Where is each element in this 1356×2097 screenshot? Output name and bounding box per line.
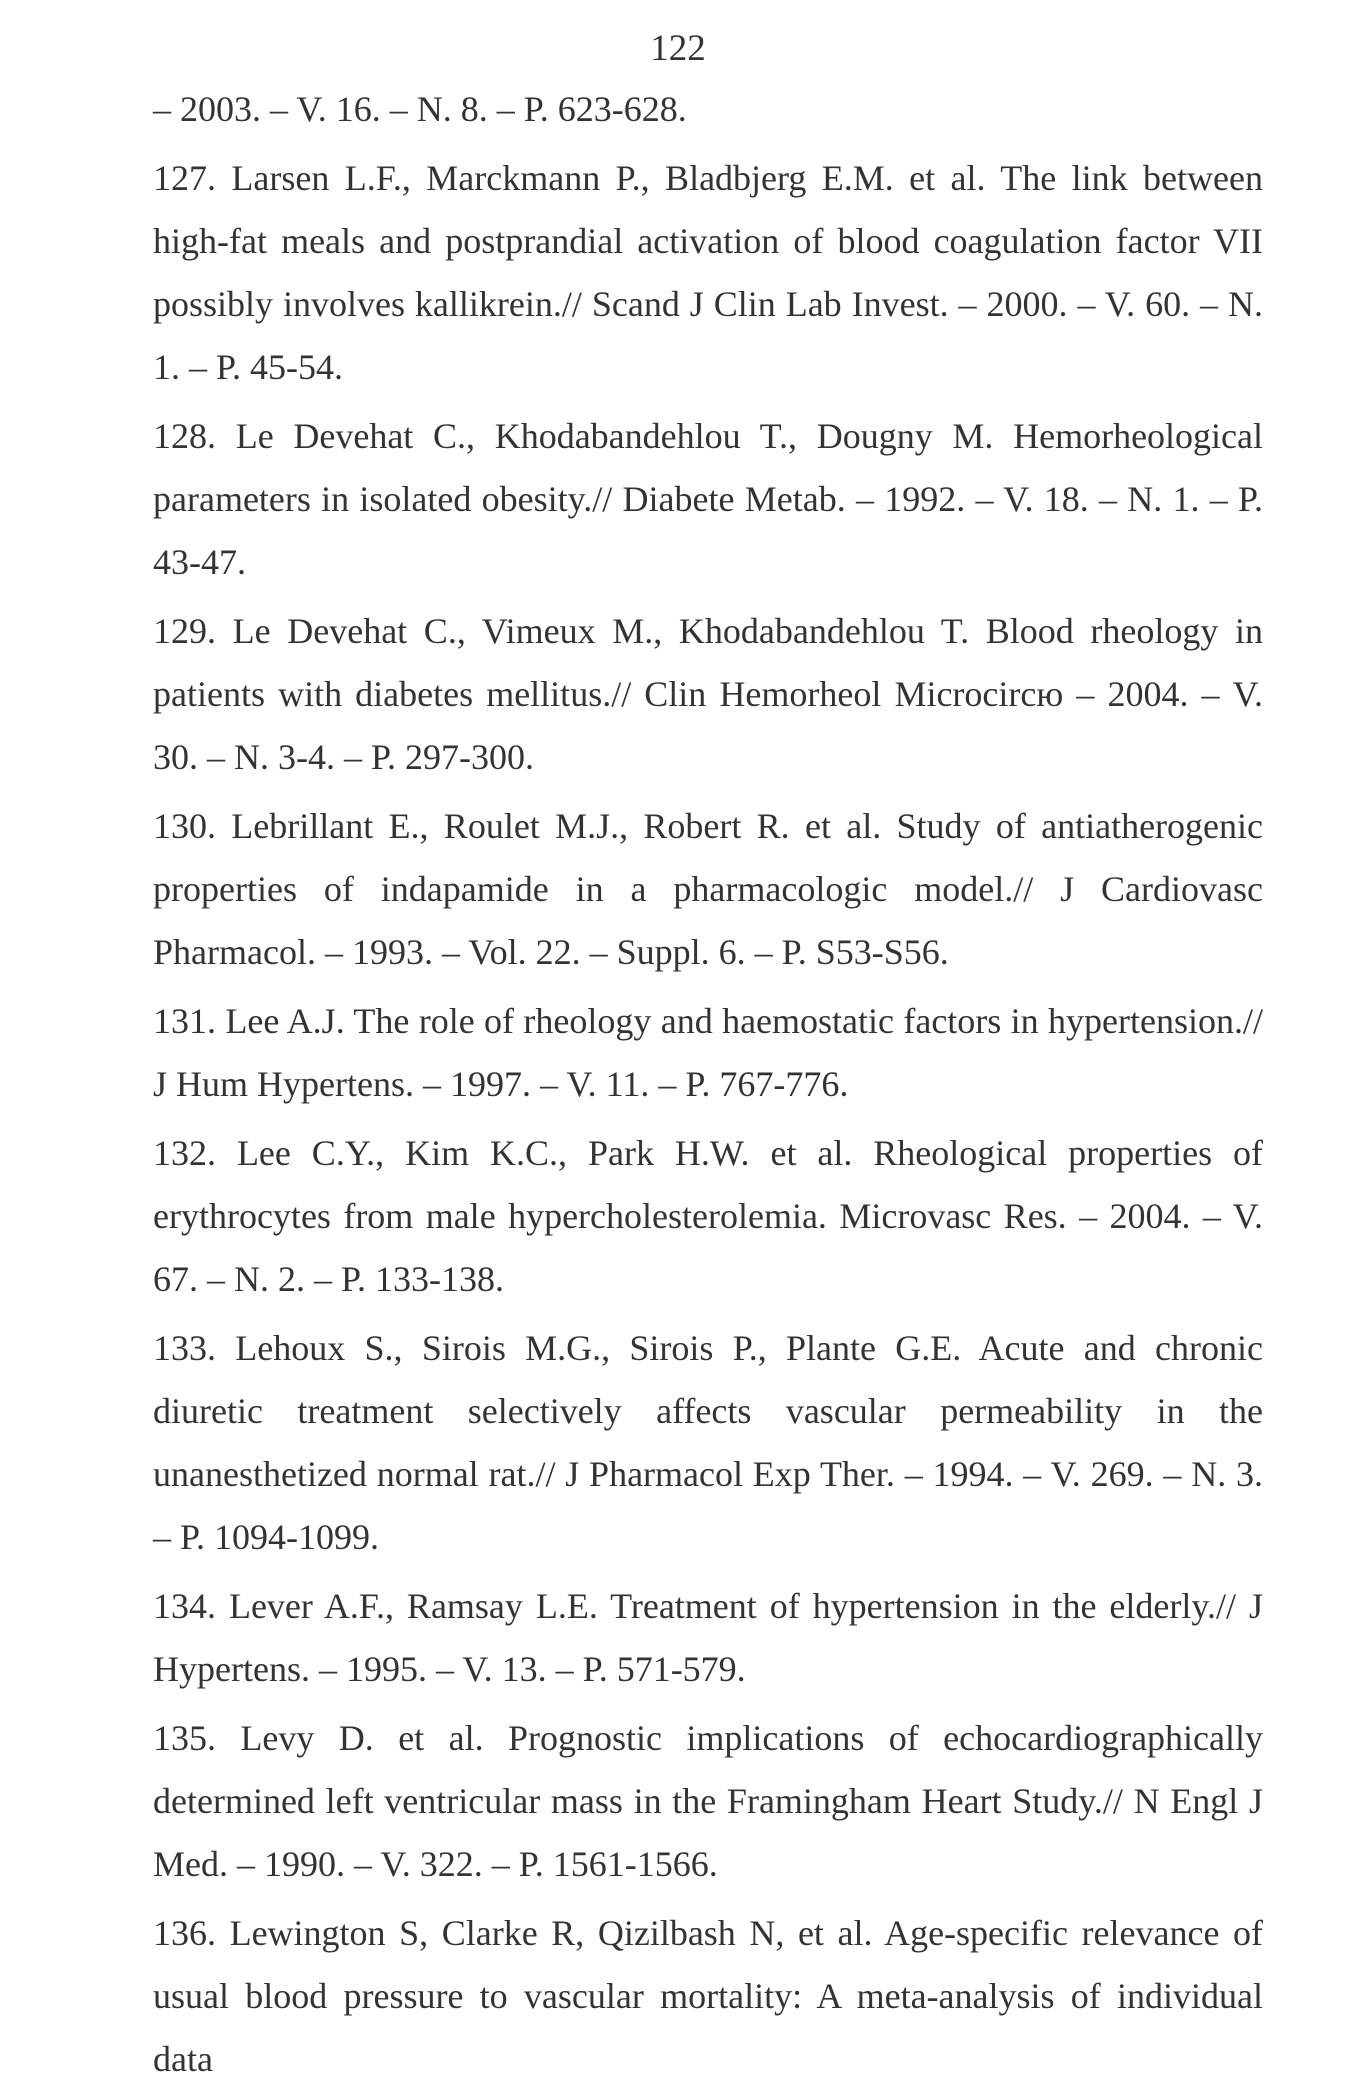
reference-entry bbox=[153, 795, 1263, 984]
reference-number: 130. bbox=[153, 806, 216, 846]
reference-text: Le Devehat C., Khodabandehlou T., Dougny M. Hemorheological parameters in isolated obesity.// Diabete Metab. – 1992. – V. 18. – N. 1. – P. 43-47. bbox=[153, 416, 1264, 582]
reference-text: Lee C.Y., Kim K.C., Park H.W. et al. Rheological properties of erythrocytes from male hypercholesterolemia. Microvasc Res. – 2004. – V. 67. – N. 2. – P. 133-138. bbox=[153, 1133, 1264, 1299]
reference-text: Lehoux S., Sirois M.G., Sirois P., Plante G.E. Acute and chronic diuretic treatment selectively affects vascular permeability in the unanesthetized normal rat.// J Pharmacol Exp Ther. – 1994. – V. 269. – N. 3. – P. 1094-1099. bbox=[153, 1328, 1263, 1557]
reference-number: 129. bbox=[153, 611, 216, 651]
reference-entry bbox=[153, 1317, 1263, 1569]
reference-continuation-text: – 2003. – V. 16. – N. 8. – P. 623-628. bbox=[153, 89, 687, 129]
reference-item-132 bbox=[153, 1122, 1263, 1311]
reference-number: 133. bbox=[153, 1328, 216, 1368]
reference-item-135 bbox=[153, 1707, 1263, 1896]
reference-number: 131. bbox=[153, 1001, 216, 1041]
reference-item-130 bbox=[153, 795, 1263, 984]
reference-number: 135. bbox=[153, 1718, 216, 1758]
reference-entry bbox=[153, 1707, 1263, 1896]
reference-continuation bbox=[153, 78, 1263, 141]
reference-list bbox=[153, 78, 1263, 2097]
reference-number: 136. bbox=[153, 1913, 216, 1953]
reference-entry bbox=[153, 1902, 1263, 2091]
reference-text: Lever A.F., Ramsay L.E. Treatment of hypertension in the elderly.// J Hypertens. – 1995. – V. 13. – P. 571-579. bbox=[153, 1586, 1264, 1689]
reference-entry bbox=[153, 405, 1263, 594]
reference-item-131 bbox=[153, 990, 1263, 1116]
reference-text: Lebrillant E., Roulet M.J., Robert R. et al. Study of antiatherogenic properties of indapamide in a pharmacologic model.// J Cardiovasc Pharmacol. – 1993. – Vol. 22. – Suppl. 6. – P. S53-S56. bbox=[153, 806, 1263, 972]
page-number: 122 bbox=[650, 28, 706, 69]
reference-entry bbox=[153, 1575, 1263, 1701]
reference-text: Lewington S, Clarke R, Qizilbash N, et al. Age-specific relevance of usual blood pressure to vascular mortality: A meta-analysis of individual data bbox=[153, 1913, 1263, 2079]
reference-number: 134. bbox=[153, 1586, 216, 1626]
reference-text: Levy D. et al. Prognostic implications of echocardiographically determined left ventricular mass in the Framingham Heart Study.// N Engl J Med. – 1990. – V. 322. – P. 1561-1566. bbox=[153, 1718, 1264, 1884]
reference-entry bbox=[153, 990, 1263, 1116]
reference-entry bbox=[153, 1122, 1263, 1311]
reference-number: 132. bbox=[153, 1133, 216, 1173]
reference-number: 128. bbox=[153, 416, 216, 456]
reference-item-127 bbox=[153, 147, 1263, 399]
reference-text: Larsen L.F., Marckmann P., Bladbjerg E.M. et al. The link between high-fat meals and postprandial activation of blood coagulation factor VII possibly involves kallikrein.// Scand J Clin Lab Invest. – 2000. – V. 60. – N. 1. – P. 45-54. bbox=[153, 158, 1263, 387]
reference-item-133 bbox=[153, 1317, 1263, 1569]
reference-entry bbox=[153, 600, 1263, 789]
reference-entry bbox=[153, 147, 1263, 399]
reference-text: Lee A.J. The role of rheology and haemostatic factors in hypertension.// J Hum Hypertens. – 1997. – V. 11. – P. 767-776. bbox=[153, 1001, 1263, 1104]
reference-text: Le Devehat C., Vimeux M., Khodabandehlou T. Blood rheology in patients with diabetes mellitus.// Clin Hemorheol Microcircю – 2004. – V. 30. – N. 3-4. – P. 297-300. bbox=[153, 611, 1264, 777]
reference-item-136 bbox=[153, 1902, 1263, 2091]
reference-item-134 bbox=[153, 1575, 1263, 1701]
reference-item-129 bbox=[153, 600, 1263, 789]
reference-number: 127. bbox=[153, 158, 216, 198]
reference-item-128 bbox=[153, 405, 1263, 594]
